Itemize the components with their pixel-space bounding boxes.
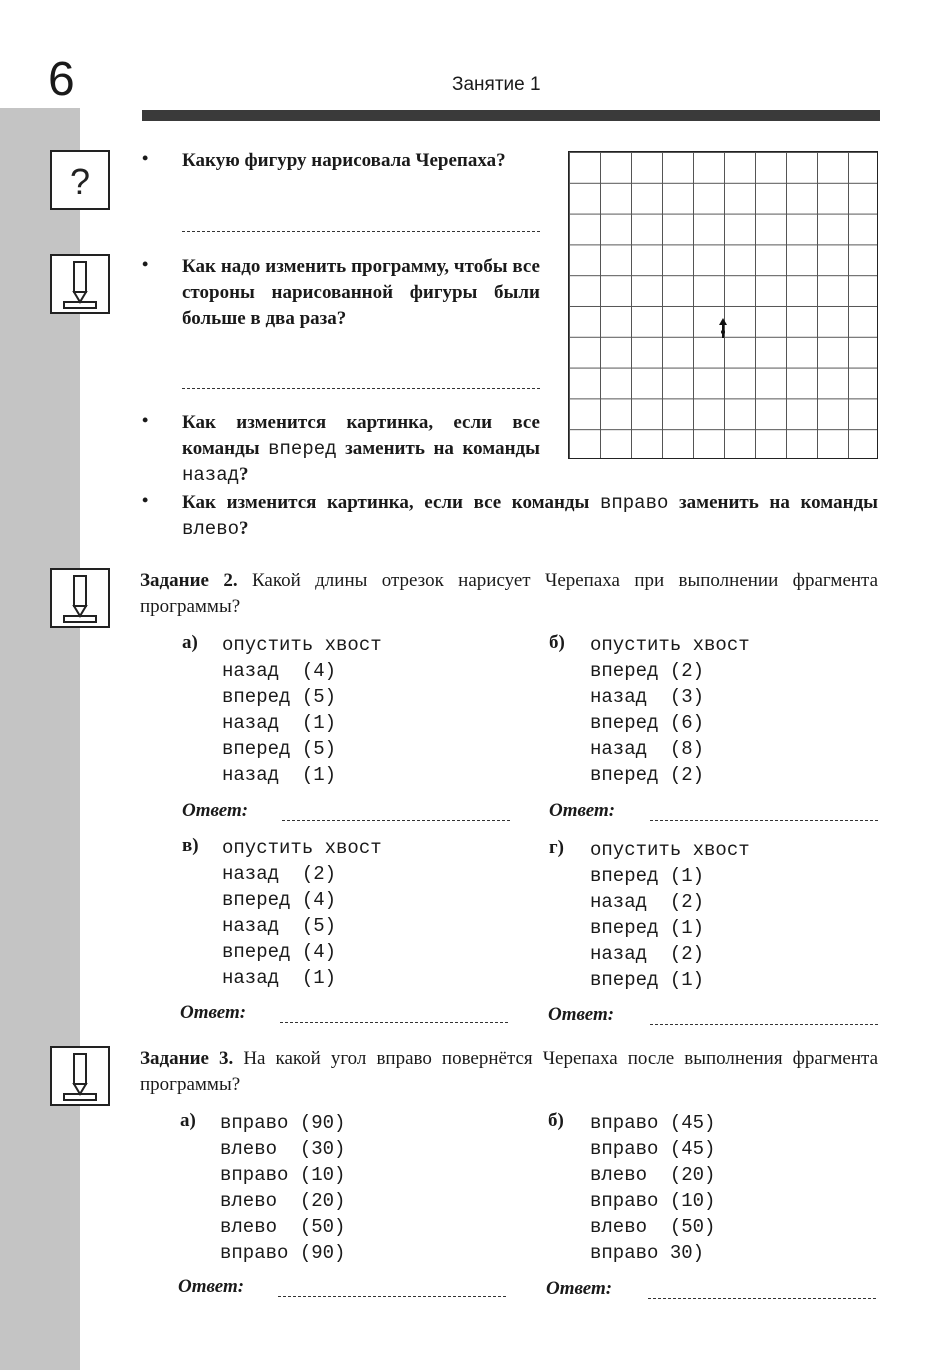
item-label: а) xyxy=(180,1110,196,1131)
task2-title: Задание 2. Какой длины отрезок нарисует Черепаха при выполнении фрагмента программы? xyxy=(140,570,879,617)
answer-label: Ответ: xyxy=(548,1004,615,1025)
answer-line xyxy=(280,1022,508,1023)
program-listing: опустить хвост назад (4) вперед (5) назад (1) вперед (5) назад (1) xyxy=(222,634,382,786)
question-mark-icon xyxy=(50,150,110,210)
program-listing: опустить хвост вперед (2) назад (3) вперед (6) назад (8) вперед (2) xyxy=(590,634,750,786)
pencil-task-icon xyxy=(50,1046,110,1106)
answer-label: Ответ: xyxy=(546,1278,613,1299)
answer-label: Ответ: xyxy=(182,800,249,821)
program-listing: опустить хвост вперед (1) назад (2) вперед (1) назад (2) вперед (1) xyxy=(590,839,750,991)
bullet: • xyxy=(142,254,149,274)
answer-line xyxy=(182,388,540,389)
item-label: б) xyxy=(549,632,565,653)
pencil-task-icon xyxy=(50,568,110,628)
page-number: 6 xyxy=(48,53,75,106)
answer-line xyxy=(648,1298,876,1299)
bullet: • xyxy=(142,148,149,168)
header-rule xyxy=(142,110,880,121)
answer-line xyxy=(278,1296,506,1297)
item-label: а) xyxy=(182,632,198,653)
pencil-task-icon xyxy=(50,254,110,314)
item-label: б) xyxy=(548,1110,564,1131)
question-text: Как изменится картинка, если все команды вправо заменить на команды влево? xyxy=(182,492,879,540)
question-text: Как надо изменить программу, чтобы все стороны нарисованной фигуры были больше в два раза? xyxy=(182,256,540,329)
answer-line xyxy=(650,1024,878,1025)
answer-label: Ответ: xyxy=(178,1276,245,1297)
answer-label: Ответ: xyxy=(549,800,616,821)
question-text: Как изменится картинка, если все команды вперед заменить на команды назад? xyxy=(182,412,540,486)
svg-text:?: ? xyxy=(69,161,91,202)
answer-line xyxy=(650,820,878,821)
program-listing: вправо (90) влево (30) вправо (10) влево (20) влево (50) вправо (90) xyxy=(220,1112,346,1264)
drawing-grid xyxy=(568,151,878,459)
task3-title: Задание 3. На какой угол вправо повернётся Черепаха после выполнения фрагмента программы? xyxy=(140,1048,879,1095)
bullet: • xyxy=(142,490,149,510)
turtle-arrow-icon xyxy=(719,318,727,340)
answer-label: Ответ: xyxy=(180,1002,247,1023)
question-text: Какую фигуру нарисовала Черепаха? xyxy=(182,150,506,171)
answer-line xyxy=(282,820,510,821)
bullet: • xyxy=(142,410,149,430)
program-listing: опустить хвост назад (2) вперед (4) назад (5) вперед (4) назад (1) xyxy=(222,837,382,989)
item-label: г) xyxy=(549,837,564,858)
program-listing: вправо (45) вправо (45) влево (20) вправо (10) влево (50) вправо 30) xyxy=(590,1112,716,1264)
answer-line xyxy=(182,231,540,232)
lesson-title: Занятие 1 xyxy=(452,74,541,95)
item-label: в) xyxy=(182,835,199,856)
